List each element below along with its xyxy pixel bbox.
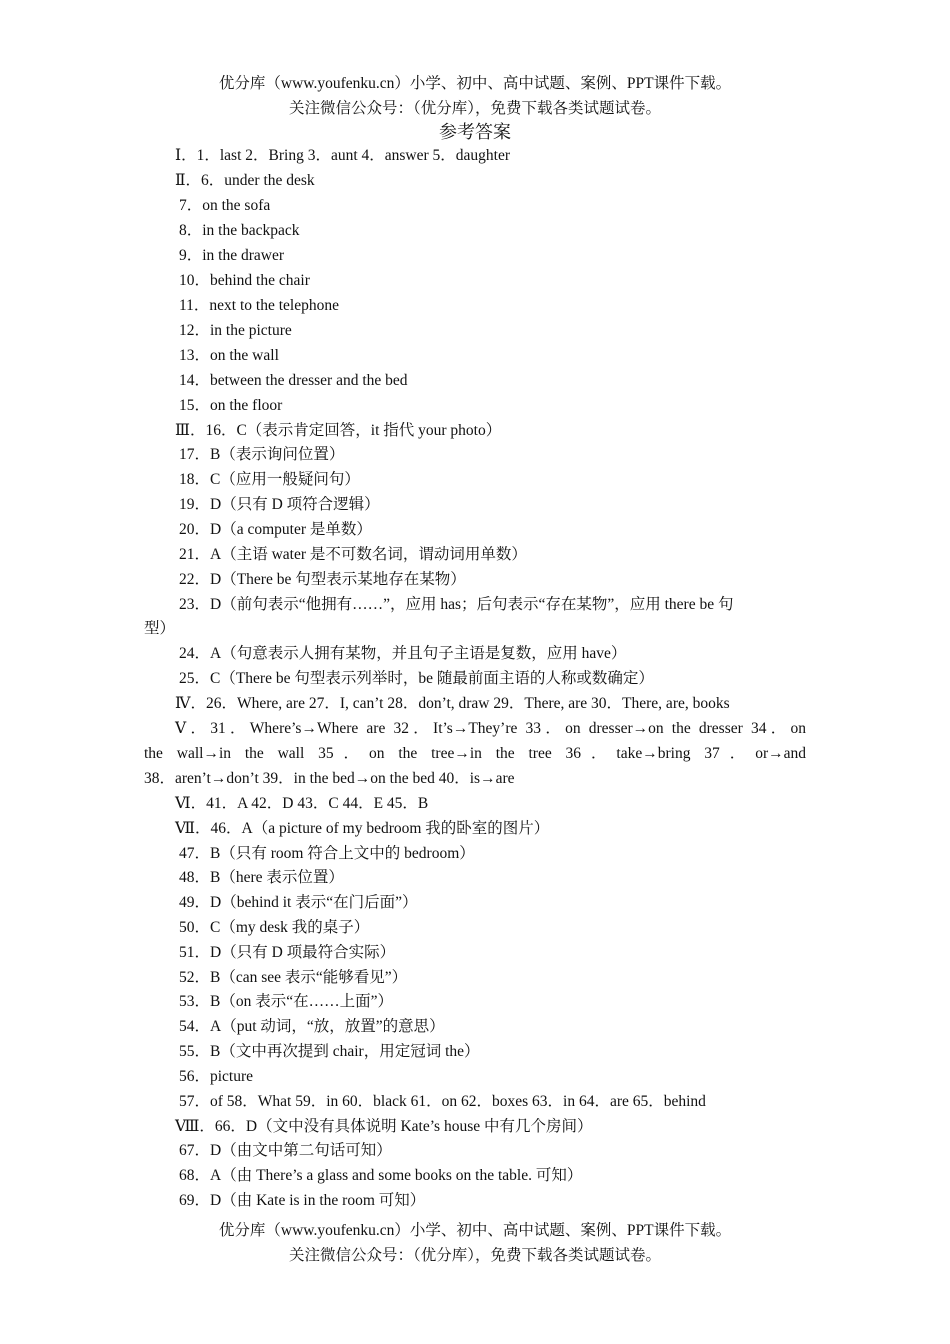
answer-line: Ⅵ．41．A 42．D 43．C 44．E 45．B bbox=[175, 795, 429, 812]
answer-line: 17．B（表示询问位置） bbox=[179, 446, 345, 463]
answer-line: 14．between the dresser and the bed bbox=[179, 372, 408, 389]
answer-line: 15．on the floor bbox=[179, 397, 283, 414]
answer-line: 25．C（There be 句型表示列举时，be 随最前面主语的人称或数确定） bbox=[179, 670, 654, 687]
page-title: 参考答案 bbox=[439, 122, 511, 142]
section-v-line-3: 38．aren’t→don’t 39．in the bed→on the bed 40．is→are bbox=[144, 770, 515, 787]
answer-line: 13．on the wall bbox=[179, 347, 279, 364]
section-v-line-1: Ⅴ．31．Where’s→Where are 32．It’s→They’re 33．on dresser→on the dresser 34．on bbox=[175, 720, 806, 737]
answer-line: 18．C（应用一般疑问句） bbox=[179, 471, 360, 488]
answer-line: 21．A（主语 water 是不可数名词，谓动词用单数） bbox=[179, 546, 527, 563]
answer-line: 53．B（on 表示“在……上面”） bbox=[179, 993, 393, 1010]
answer-line: 11．next to the telephone bbox=[179, 297, 339, 314]
answer-line: 49．D（behind it 表示“在门后面”） bbox=[179, 894, 418, 911]
answer-line: 8．in the backpack bbox=[179, 222, 300, 239]
answer-line: 24．A（句意表示人拥有某物，并且句子主语是复数，应用 have） bbox=[179, 645, 627, 662]
answer-line: 68．A（由 There’s a glass and some books on the table. 可知） bbox=[179, 1167, 583, 1184]
header-line-1: 优分库（www.youfenku.cn）小学、初中、高中试题、案例、PPT课件下载。 bbox=[218, 75, 732, 92]
answer-line: 54．A（put 动词，“放，放置”的意思） bbox=[179, 1018, 445, 1035]
section-v-line-2: the wall→in the wall 35．on the tree→in the tree 36．take→bring 37．or→and bbox=[144, 745, 806, 762]
answer-line: 56．picture bbox=[179, 1068, 254, 1085]
answer-line-23-part2: 型） bbox=[144, 620, 176, 637]
answer-line: 7．on the sofa bbox=[179, 197, 271, 214]
answer-line: 12．in the picture bbox=[179, 322, 292, 339]
answer-line: 10．behind the chair bbox=[179, 272, 310, 289]
footer-line-1: 优分库（www.youfenku.cn）小学、初中、高中试题、案例、PPT课件下载。 bbox=[218, 1222, 732, 1239]
answer-line: 19．D（只有 D 项符合逻辑） bbox=[179, 496, 380, 513]
answer-line: Ⅲ．16．C（表示肯定回答，it 指代 your photo） bbox=[175, 422, 502, 439]
answer-line: Ⅷ．66．D（文中没有具体说明 Kate’s house 中有几个房间） bbox=[175, 1118, 593, 1135]
answer-line: Ⅳ．26．Where, are 27．I, can’t 28．don’t, draw 29．There, are 30．There, are, books bbox=[175, 695, 730, 712]
answer-line: 50．C（my desk 我的桌子） bbox=[179, 919, 370, 936]
answer-line: 52．B（can see 表示“能够看见”） bbox=[179, 969, 408, 986]
answer-line: 69．D（由 Kate is in the room 可知） bbox=[179, 1192, 426, 1209]
answer-line: Ⅶ．46．A（a picture of my bedroom 我的卧室的图片） bbox=[175, 820, 550, 837]
answer-line: 48．B（here 表示位置） bbox=[179, 869, 344, 886]
answer-line: Ⅰ．1．last 2．Bring 3．aunt 4．answer 5．daughter bbox=[175, 147, 511, 164]
answer-line: 20．D（a computer 是单数） bbox=[179, 521, 372, 538]
answer-line: 51．D（只有 D 项最符合实际） bbox=[179, 944, 396, 961]
answer-line: 9．in the drawer bbox=[179, 247, 285, 264]
footer-line-2: 关注微信公众号：（优分库），免费下载各类试题试卷。 bbox=[288, 1247, 661, 1264]
answer-line: 55．B（文中再次提到 chair，用定冠词 the） bbox=[179, 1043, 480, 1060]
answer-line: 57．of 58．What 59．in 60．black 61．on 62．boxes 63．in 64．are 65．behind bbox=[179, 1093, 706, 1110]
answer-line: 47．B（只有 room 符合上文中的 bedroom） bbox=[179, 845, 475, 862]
answer-line-23-part1: 23．D（前句表示“他拥有……”，应用 has；后句表示“存在某物”，应用 there be 句 bbox=[179, 596, 734, 613]
answer-line: 22．D（There be 句型表示某地存在某物） bbox=[179, 571, 466, 588]
answer-line: Ⅱ．6．under the desk bbox=[175, 172, 315, 189]
header-line-2: 关注微信公众号：（优分库），免费下载各类试题试卷。 bbox=[288, 100, 661, 117]
answer-line: 67．D（由文中第二句话可知） bbox=[179, 1142, 392, 1159]
